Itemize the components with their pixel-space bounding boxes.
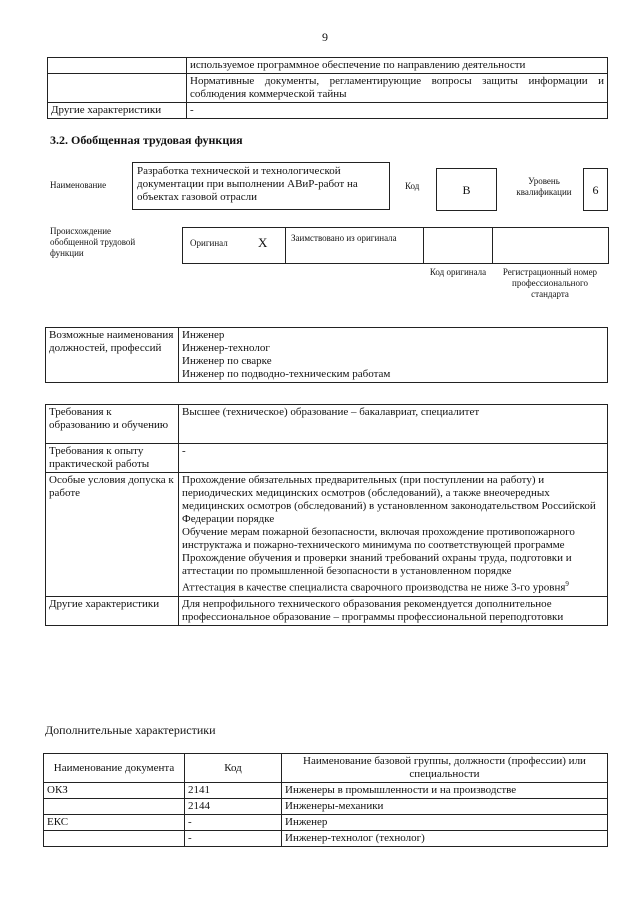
additional-cell-name: Инженер-технолог (технолог) bbox=[282, 831, 608, 847]
top-table bbox=[47, 57, 608, 119]
positions-list bbox=[179, 328, 608, 383]
req-label-special-conditions: Особые условия допуска к работе bbox=[46, 473, 179, 597]
name-value: Разработка технической и технологической документации при выполнении АВиР-работ на объектах газовой отрасли bbox=[137, 165, 358, 203]
position-item: Инженер-технолог bbox=[182, 342, 270, 354]
additional-cell-doc bbox=[44, 831, 185, 847]
req-label-experience: Требования к опыту практической работы bbox=[46, 444, 179, 473]
additional-cell-name: Инженеры в промышленности и на производстве bbox=[282, 783, 608, 799]
additional-cell-doc bbox=[44, 799, 185, 815]
level-value-box bbox=[583, 168, 608, 211]
code-original-caption: Код оригинала bbox=[429, 267, 487, 277]
req-value-experience: - bbox=[179, 444, 608, 473]
section-title: 3.2. Обобщенная трудовая функция bbox=[50, 133, 243, 147]
additional-cell-doc: ОКЗ bbox=[44, 783, 185, 799]
additional-title: Дополнительные характеристики bbox=[45, 723, 216, 737]
page-number: 9 bbox=[322, 30, 328, 44]
requirements-table bbox=[45, 404, 608, 626]
code-label: Код bbox=[405, 181, 420, 191]
top-table-empty-cell bbox=[48, 58, 187, 74]
req-label-education: Требования к образованию и обучению bbox=[46, 405, 179, 444]
code-value-box bbox=[436, 168, 497, 211]
original-label: Оригинал bbox=[190, 238, 228, 248]
additional-header-code: Код bbox=[185, 754, 282, 783]
level-label: Уровень квалификации bbox=[516, 176, 572, 197]
additional-cell-name: Инженеры-механики bbox=[282, 799, 608, 815]
condition-line-text: Аттестация в качестве специалиста сварочного производства не ниже 3-го уровня bbox=[182, 581, 566, 594]
position-item: Инженер по сварке bbox=[182, 355, 272, 367]
condition-line: Обучение мерам пожарной безопасности, включая прохождение противопожарного инструктажа и пожарно-технического минимума по соответствующей программе bbox=[182, 526, 575, 551]
position-item: Инженер по подводно-техническим работам bbox=[182, 368, 391, 380]
top-table-row3-label: Другие характеристики bbox=[48, 103, 187, 119]
code-original-cell bbox=[423, 227, 493, 264]
origin-label: Происхождение обобщенной трудовой функции bbox=[50, 226, 136, 258]
additional-cell-code: - bbox=[185, 815, 282, 831]
table-row bbox=[44, 815, 608, 831]
req-value-education: Высшее (техническое) образование – бакалавриат, специалитет bbox=[179, 405, 608, 444]
req-label-other: Другие характеристики bbox=[46, 596, 179, 625]
top-table-row1-text: используемое программное обеспечение по направлению деятельности bbox=[187, 58, 608, 74]
condition-line: Прохождение обучения и проверки знаний требований охраны труда, подготовки и аттестации по промышленной безопасности в установленном порядке bbox=[182, 552, 572, 577]
positions-table bbox=[45, 327, 608, 383]
reg-number-caption: Регистрационный номер профессионального стандарта bbox=[502, 267, 598, 299]
name-value-box bbox=[132, 162, 390, 210]
condition-line bbox=[182, 578, 604, 595]
additional-cell-code: 2144 bbox=[185, 799, 282, 815]
additional-cell-name: Инженер bbox=[282, 815, 608, 831]
borrowed-label: Заимствовано из оригинала bbox=[291, 233, 397, 243]
condition-line: Прохождение обязательных предварительных (при поступлении на работу) и периодических медицинских осмотров (обследований), а также внеочередных медицинских осмотров (обследований) в установленном законодательством Российской Федерации порядке bbox=[182, 474, 596, 525]
req-value-other: Для непрофильного технического образования рекомендуется дополнительное профессиональное образование – программы профессиональной переподготовки bbox=[179, 596, 608, 625]
top-table-row3-value: - bbox=[187, 103, 608, 119]
table-row bbox=[44, 783, 608, 799]
additional-cell-code: - bbox=[185, 831, 282, 847]
additional-header-name: Наименование базовой группы, должности (профессии) или специальности bbox=[282, 754, 608, 783]
table-row bbox=[44, 831, 608, 847]
additional-cell-doc: ЕКС bbox=[44, 815, 185, 831]
position-item: Инженер bbox=[182, 329, 225, 341]
original-mark: Х bbox=[258, 235, 268, 250]
additional-table bbox=[43, 753, 608, 847]
name-label: Наименование bbox=[50, 180, 107, 190]
additional-header-doc: Наименование документа bbox=[44, 754, 185, 783]
level-value: 6 bbox=[592, 183, 599, 197]
code-value: В bbox=[462, 183, 471, 197]
positions-label: Возможные наименования должностей, профессий bbox=[46, 328, 179, 383]
additional-cell-code: 2141 bbox=[185, 783, 282, 799]
top-table-empty-cell bbox=[48, 74, 187, 103]
req-value-special-conditions bbox=[179, 473, 608, 597]
top-table-row2-text: Нормативные документы, регламентирующие вопросы защиты информации и соблюдения коммерческой тайны bbox=[187, 74, 608, 103]
footnote-marker: 9 bbox=[565, 580, 569, 588]
table-row bbox=[44, 799, 608, 815]
